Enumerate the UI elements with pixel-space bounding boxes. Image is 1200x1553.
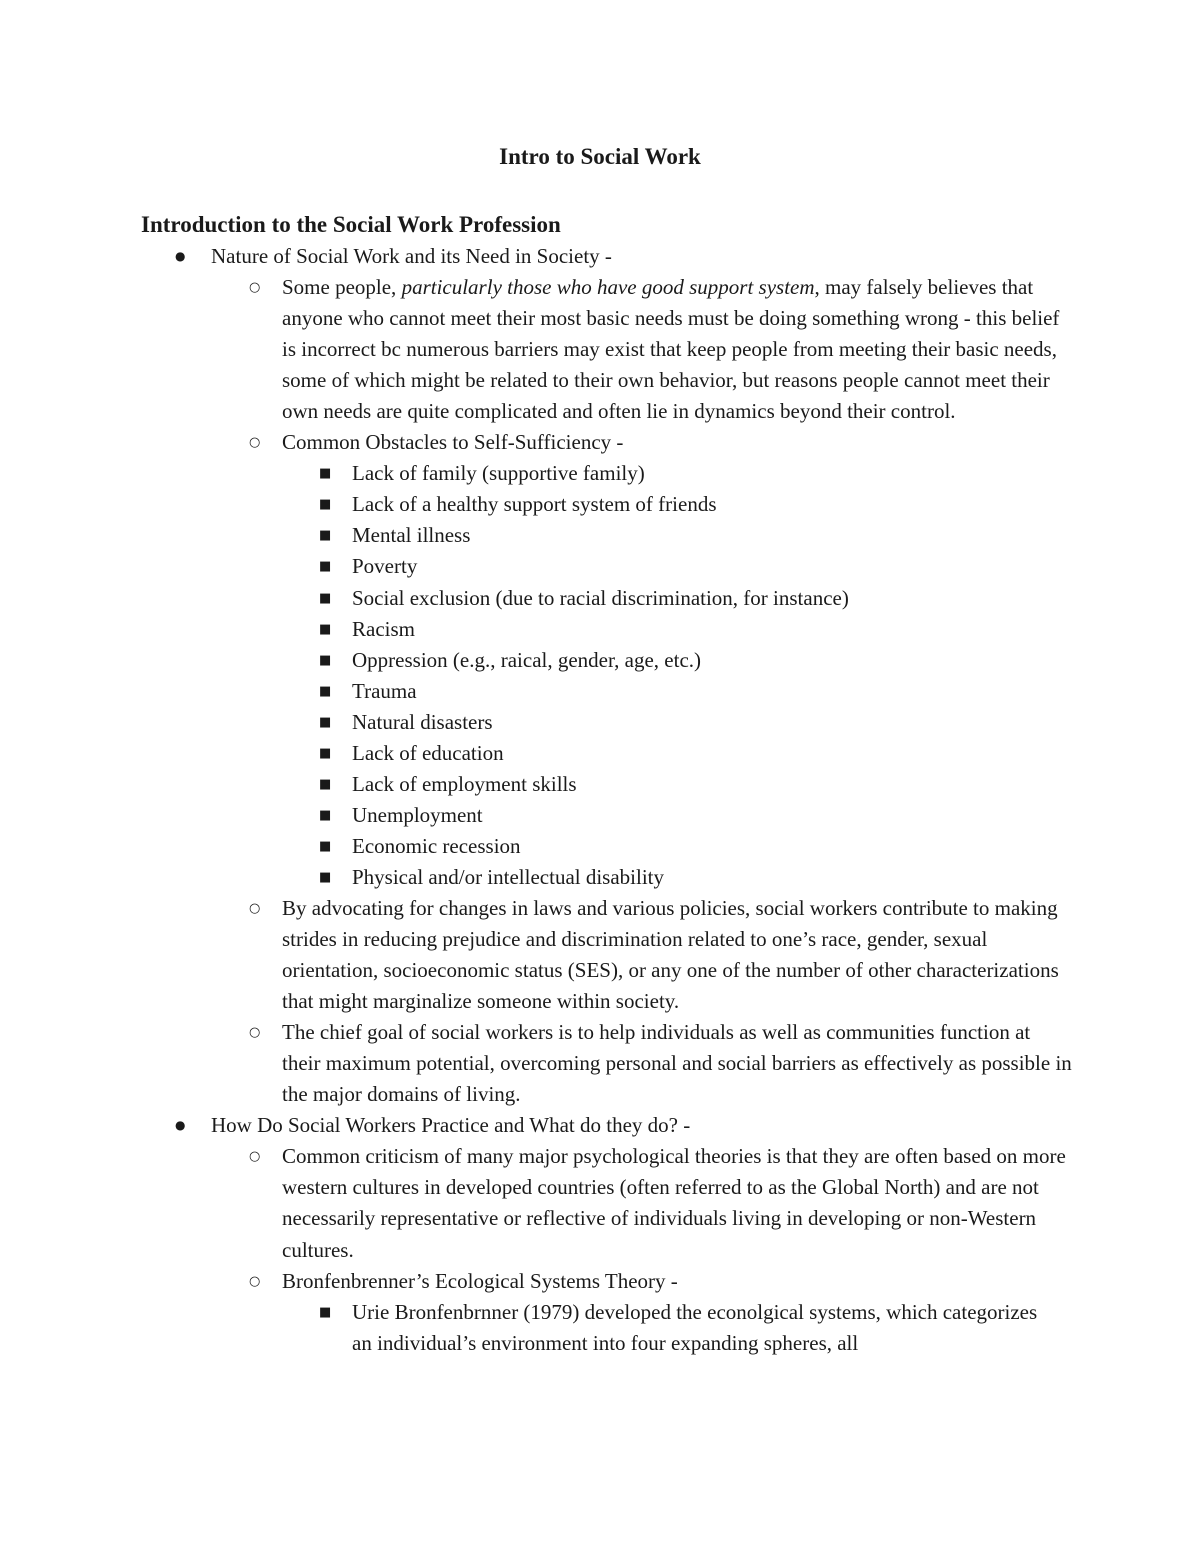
hollow-circle-bullet-icon: ○ [249, 280, 261, 296]
hollow-circle-bullet-icon: ○ [249, 435, 261, 451]
obstacle-item [0, 738, 1052, 769]
obstacle-text: Unemployment [352, 802, 483, 827]
point-text: Common criticism of many major psychological theories is that they are often based on more western cultures in developed countries (often referred to as the Global North) and are not necessarily representative or reflective of individuals living in developing or non-Western cultures. [282, 1144, 1066, 1262]
square-bullet-icon: ■ [319, 776, 332, 792]
document-title: Intro to Social Work [499, 144, 701, 169]
obstacle-item [0, 862, 1052, 893]
point-list [211, 1141, 1071, 1358]
point-item [0, 1017, 1072, 1110]
obstacle-text: Racism [352, 616, 415, 641]
section-heading: Introduction to the Social Work Profession [141, 212, 561, 237]
square-bullet-icon: ■ [319, 528, 332, 544]
square-bullet-icon: ■ [319, 652, 332, 668]
topic-label: Nature of Social Work and its Need in Society - [211, 244, 612, 268]
obstacle-text: Poverty [352, 554, 418, 579]
obstacle-text: Lack of employment skills [352, 771, 577, 796]
obstacle-item [0, 769, 1052, 800]
obstacle-item [0, 614, 1052, 645]
hollow-circle-bullet-icon: ○ [249, 1273, 261, 1289]
point-text-start: Some people, [282, 275, 402, 300]
square-bullet-icon: ■ [319, 466, 332, 482]
obstacle-item [0, 676, 1052, 707]
hollow-circle-bullet-icon: ○ [249, 1149, 261, 1165]
square-bullet-icon: ■ [319, 1304, 332, 1320]
obstacle-item [0, 645, 1052, 676]
obstacle-item [0, 707, 1052, 738]
topic-item [0, 1110, 1071, 1358]
point-text: Common Obstacles to Self-Sufficiency - [282, 430, 624, 455]
square-bullet-icon: ■ [319, 714, 332, 730]
square-bullet-icon: ■ [319, 590, 332, 606]
obstacle-list [282, 458, 1072, 893]
square-bullet-icon: ■ [319, 838, 332, 854]
point-item [0, 272, 1072, 427]
obstacle-text: Mental illness [352, 523, 471, 548]
obstacle-text: Natural disasters [352, 709, 493, 734]
obstacle-text: Lack of education [352, 740, 504, 765]
document-body [0, 241, 1200, 1359]
square-bullet-icon: ■ [319, 497, 332, 513]
square-bullet-icon: ■ [319, 683, 332, 699]
square-bullet-icon: ■ [319, 869, 332, 885]
point-item [0, 893, 1072, 1017]
point-list [211, 272, 1071, 1110]
point-text [282, 275, 1059, 423]
obstacle-item [0, 489, 1052, 520]
topic-item [0, 241, 1071, 1110]
theory-item [0, 1297, 1052, 1359]
obstacle-item [0, 800, 1052, 831]
point-item [0, 1266, 1072, 1359]
theory-text: Urie Bronfenbrnner (1979) developed the econolgical systems, which categorizes an individual’s environment into four expanding spheres, all [352, 1299, 1038, 1355]
square-bullet-icon: ■ [319, 559, 332, 575]
point-item [0, 1141, 1072, 1265]
obstacle-text: Physical and/or intellectual disability [352, 864, 665, 889]
obstacle-item [0, 831, 1052, 862]
topic-list [0, 241, 1200, 1359]
point-text-emphasis: particularly those who have good support system [401, 275, 815, 300]
hollow-circle-bullet-icon: ○ [249, 900, 261, 916]
point-item [0, 427, 1072, 893]
obstacle-text: Social exclusion (due to racial discrimination, for instance) [352, 585, 849, 610]
obstacle-text: Economic recession [352, 833, 521, 858]
obstacle-item [0, 551, 1052, 582]
theory-list [282, 1297, 1072, 1359]
obstacle-item [0, 458, 1052, 489]
obstacle-text: Lack of a healthy support system of friends [352, 492, 717, 517]
point-text-end: , may falsely believes that anyone who cannot meet their most basic needs must be doing something wrong - this belief is incorrect bc numerous barriers may exist that keep people from meeting their basic needs, some of which might be related to their own behavior, but reasons people cannot meet their own needs are quite complicated and often lie in dynamics beyond their control. [282, 275, 1060, 424]
point-text: The chief goal of social workers is to help individuals as well as communities function at their maximum potential, overcoming personal and social barriers as effectively as possible in the major domains of living. [282, 1020, 1072, 1107]
hollow-circle-bullet-icon: ○ [249, 1025, 261, 1041]
obstacle-text: Lack of family (supportive family) [352, 461, 645, 486]
obstacle-item [0, 583, 1052, 614]
obstacle-item [0, 520, 1052, 551]
point-text: By advocating for changes in laws and various policies, social workers contribute to making strides in reducing prejudice and discrimination related to one’s race, gender, sexual orientation, socioeconomic status (SES), or any one of the number of other characterizations that might marginalize someone within society. [282, 895, 1059, 1014]
square-bullet-icon: ■ [319, 621, 332, 637]
filled-circle-bullet-icon: ● [175, 249, 186, 263]
square-bullet-icon: ■ [319, 745, 332, 761]
square-bullet-icon: ■ [319, 807, 332, 823]
obstacle-text: Oppression (e.g., raical, gender, age, etc.) [352, 647, 702, 672]
obstacle-text: Trauma [352, 678, 417, 703]
filled-circle-bullet-icon: ● [175, 1118, 186, 1133]
topic-label: How Do Social Workers Practice and What do they do? - [211, 1113, 691, 1138]
point-text: Bronfenbrenner’s Ecological Systems Theory - [282, 1268, 678, 1293]
